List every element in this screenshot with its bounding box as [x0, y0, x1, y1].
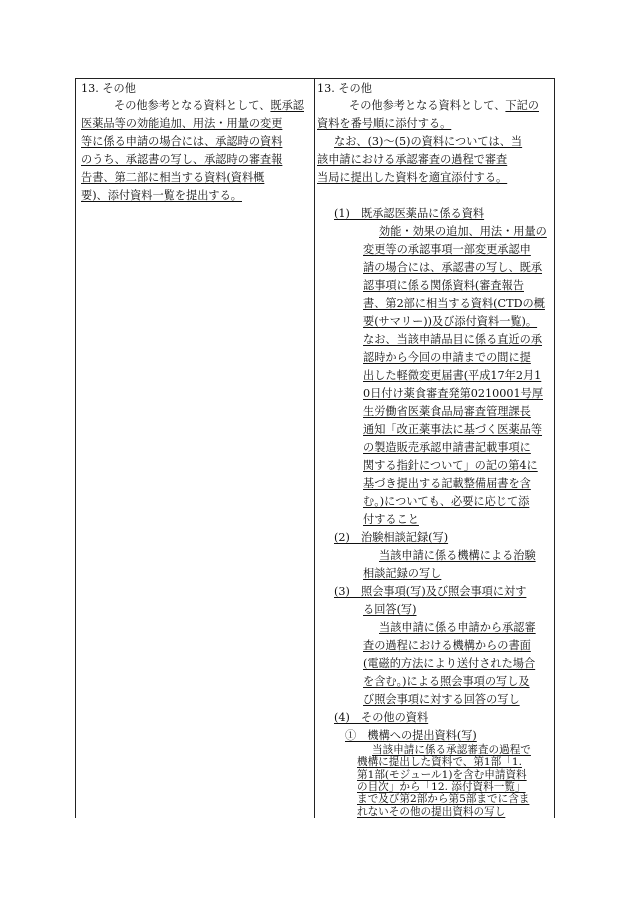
item1-line: 付すること: [363, 513, 419, 526]
item3-line: び照会事項に対する回答の写し: [363, 693, 520, 706]
right-intro-underlined: 下記の: [505, 99, 539, 112]
item1-line: 0日付け薬食審査発第0210001号厚: [363, 387, 544, 400]
left-heading: 13. その他: [81, 82, 136, 95]
right-intro-line: なお、(3)～(5)の資料については、当: [334, 135, 523, 148]
item1-line: の製造販売承認申請書記載事項に: [363, 441, 531, 454]
item1-line: なお、当該申請品目に係る直近の承: [363, 333, 543, 346]
right-intro-line: 該申請における承認審査の過程で審査: [317, 153, 508, 166]
item1-line: 認時から今回の申請までの間に提: [363, 351, 531, 364]
item1-line: 効能・効果の追加、用法・用量の: [379, 225, 547, 238]
item3-line: (電磁的方法により送付された場合: [363, 657, 536, 670]
item4-title: (4) その他の資料: [334, 711, 429, 724]
item3-line: 査の過程における機構からの書面: [363, 639, 531, 652]
item3-title: (3) 照会事項(写)及び照会事項に対す: [334, 585, 527, 598]
item4-line: 当該申請に係る承認審査の過程で: [372, 744, 531, 756]
table-right-border: [554, 78, 555, 818]
right-heading: 13. その他: [317, 82, 372, 95]
item1-line: む。)についても、必要に応じて添: [363, 495, 530, 508]
item1-line: 書、第2部に相当する資料(CTDの概: [363, 297, 545, 310]
item3-line: る回答(写): [363, 603, 417, 616]
item3-line: 当該申請に係る申請から承認審: [379, 621, 536, 634]
column-divider: [314, 78, 315, 818]
item1-title: (1) 既承認医薬品に係る資料: [334, 207, 485, 220]
item4-line: 第1部(モジュール1)を含む申請資料: [357, 768, 527, 781]
item2-line: 相談記録の写し: [363, 567, 442, 580]
item2-title: (2) 治験相談記録(写): [334, 531, 449, 544]
item1-line: 出した軽微変更届書(平成17年2月1: [363, 369, 542, 382]
item1-line: 認事項に係る関係資料(審査報告: [363, 279, 524, 292]
item1-line: 通知「改正薬事法に基づく医薬品等: [363, 423, 543, 436]
item1-line: 請の場合には、承認書の写し、既承: [363, 261, 543, 274]
item1-line: 変更等の承認事項一部変更承認申: [363, 243, 531, 256]
item4-subtitle: ① 機構への提出資料(写): [345, 729, 477, 742]
left-paragraph-line: のうち、承認書の写し、承認時の審査報: [81, 153, 283, 166]
item1-line: 生労働省医薬食品局審査管理課長: [363, 405, 531, 418]
left-paragraph-line: 告書、第二部に相当する資料(資料概: [81, 171, 265, 184]
item1-line: 関する指針について」の記の第4に: [363, 459, 538, 472]
item4-line: 機構に提出した資料で、第1部「1.: [357, 756, 522, 769]
left-paragraph-line: 要)、添付資料一覧を提出する。: [81, 189, 242, 202]
right-intro-line: 当局に提出した資料を適宜添付する。: [317, 171, 508, 184]
right-intro-plain: その他参考となる資料として、: [349, 99, 506, 112]
item3-line: を含む。)による照会事項の写し及: [363, 675, 530, 688]
left-p1-plain: その他参考となる資料として、: [114, 99, 271, 112]
item2-line: 当該申請に係る機構による治験: [379, 549, 536, 562]
left-p1-underlined: 既承認: [270, 99, 304, 112]
item4-line: まで及び第2部から第5部までに含ま: [357, 793, 530, 806]
item1-line: 要(サマリー))及び添付資料一覧)。: [363, 315, 538, 328]
item1-line: 基づき提出する記載整備届書を含: [363, 477, 531, 490]
left-paragraph-line: 医薬品等の効能追加、用法・用量の変更: [81, 117, 283, 130]
table-top-border: [75, 78, 555, 79]
right-intro-line-1: [349, 99, 539, 113]
left-paragraph-line-1: [114, 99, 304, 113]
item4-line: れないその他の提出資料の写し: [357, 805, 506, 818]
left-paragraph-line: 等に係る申請の場合には、承認時の資料: [81, 135, 283, 148]
item4-line: の目次」から「12. 添付資料一覧」: [357, 780, 526, 793]
table-left-border: [75, 78, 76, 818]
right-intro-line: 資料を番号順に添付する。: [317, 117, 452, 130]
